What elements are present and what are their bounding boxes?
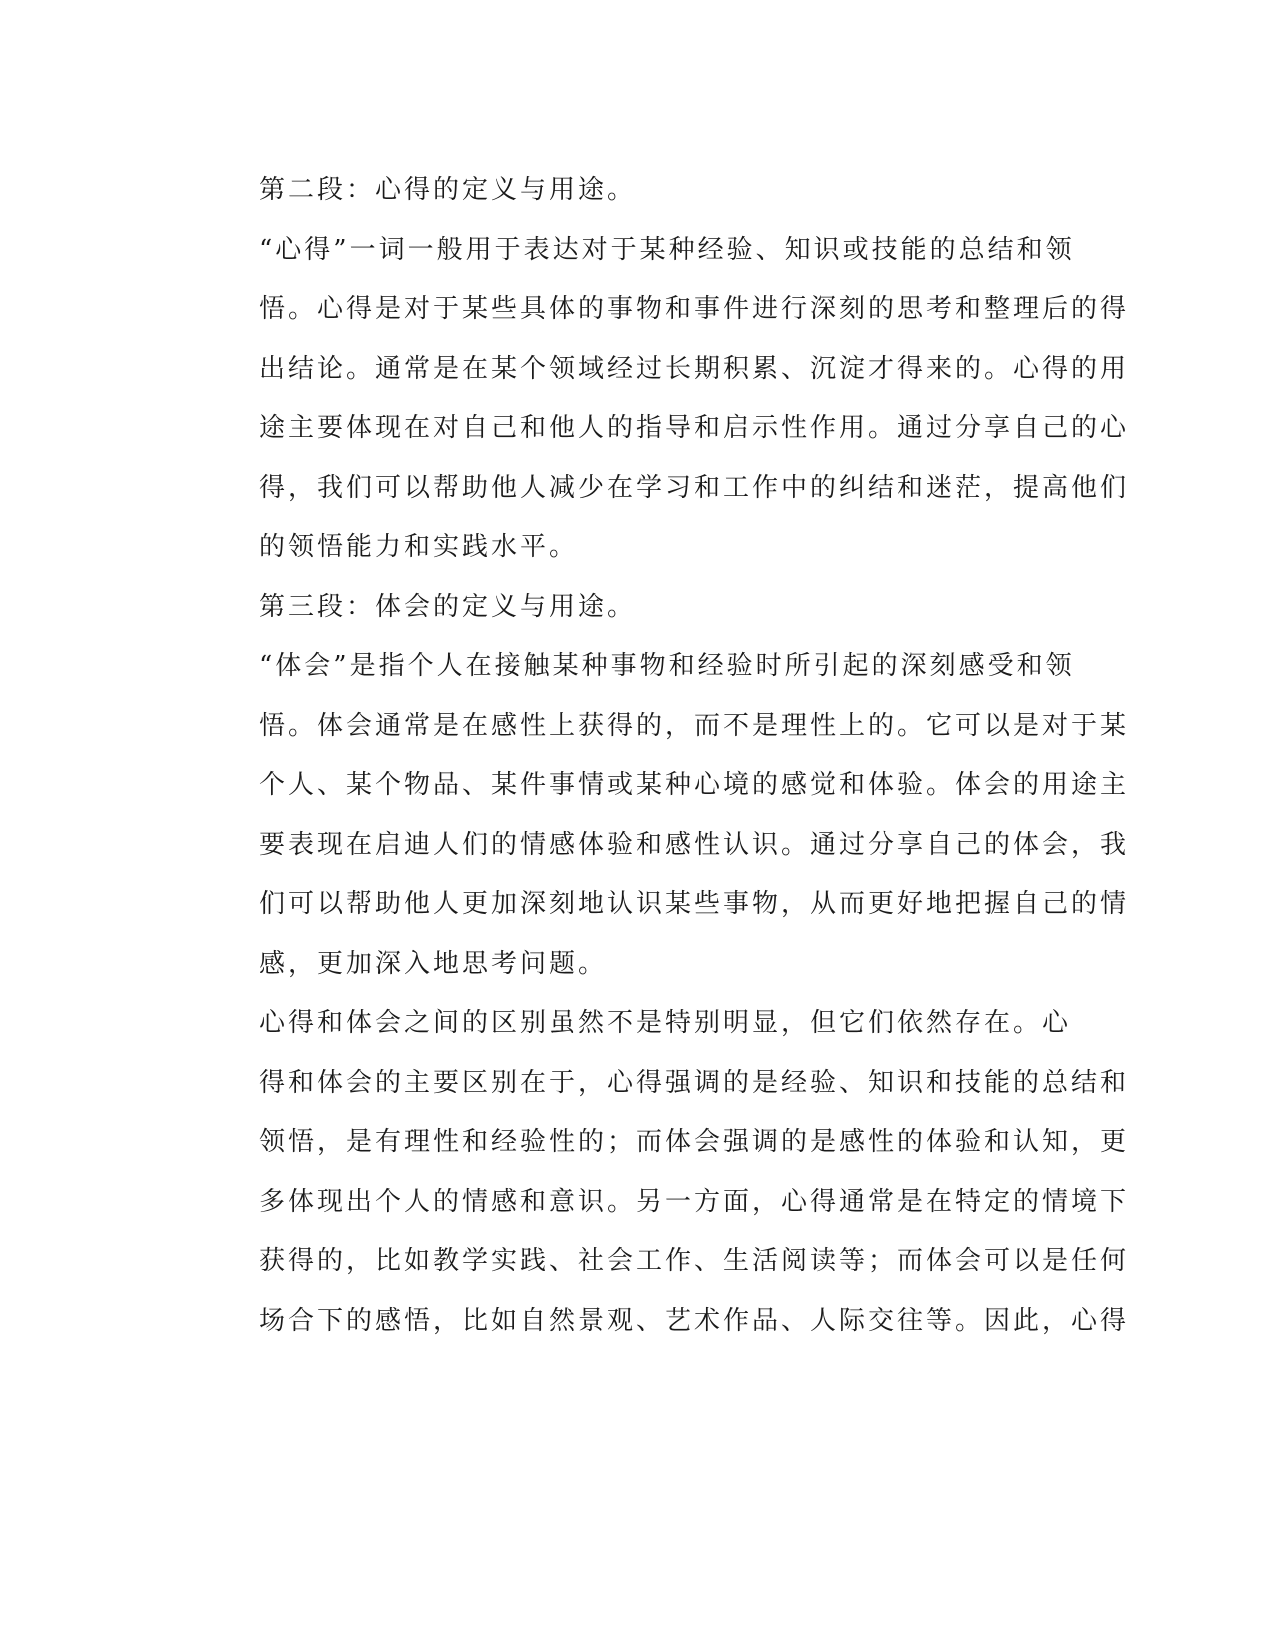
text-line: 悟。体会通常是在感性上获得的，而不是理性上的。它可以是对于某	[259, 710, 1130, 741]
paragraph-xinde-definition	[185, 221, 1130, 578]
text-line: 要表现在启迪人们的情感体验和感性认识。通过分享自己的体会，我	[259, 829, 1130, 860]
text-line: 领悟，是有理性和经验性的；而体会强调的是感性的体验和认知，更	[259, 1127, 1130, 1157]
text-line: 场合下的感悟，比如自然景观、艺术作品、人际交往等。因此，心得	[259, 1305, 1130, 1336]
section-heading-3	[185, 578, 1045, 638]
text-line: 得，我们可以帮助他人减少在学习和工作中的纠结和迷茫，提高他们	[259, 472, 1130, 503]
text-line: 途主要体现在对自己和他人的指导和启示性作用。通过分享自己的心	[259, 413, 1130, 443]
text-line: “体会”是指个人在接触某种事物和经验时所引起的深刻感受和领	[259, 651, 1075, 681]
text-line: 感，更加深入地思考问题。	[259, 948, 608, 979]
text-line: 个人、某个物品、某件事情或某种心境的感觉和体验。体会的用途主	[259, 770, 1130, 800]
text-line: 获得的，比如教学实践、社会工作、生活阅读等；而体会可以是任何	[259, 1246, 1130, 1276]
text-line: 第二段：心得的定义与用途。	[259, 175, 637, 205]
text-line: 多体现出个人的情感和意识。另一方面，心得通常是在特定的情境下	[259, 1186, 1130, 1217]
text-line: 悟。心得是对于某些具体的事物和事件进行深刻的思考和整理后的得	[259, 294, 1130, 324]
document-body	[185, 161, 1130, 1351]
text-line: 的领悟能力和实践水平。	[259, 532, 579, 562]
text-line: 第三段：体会的定义与用途。	[259, 591, 637, 622]
text-line: 心得和体会之间的区别虽然不是特别明显，但它们依然存在。心	[259, 1008, 1072, 1038]
section-heading-2	[185, 161, 1045, 221]
text-line: “心得”一词一般用于表达对于某种经验、知识或技能的总结和领	[259, 234, 1075, 265]
text-line: 出结论。通常是在某个领域经过长期积累、沉淀才得来的。心得的用	[259, 353, 1130, 384]
paragraph-tihui-definition	[185, 637, 1130, 994]
paragraph-difference	[185, 994, 1130, 1351]
text-line: 们可以帮助他人更加深刻地认识某些事物，从而更好地把握自己的情	[259, 889, 1130, 919]
text-line: 得和体会的主要区别在于，心得强调的是经验、知识和技能的总结和	[259, 1067, 1130, 1098]
